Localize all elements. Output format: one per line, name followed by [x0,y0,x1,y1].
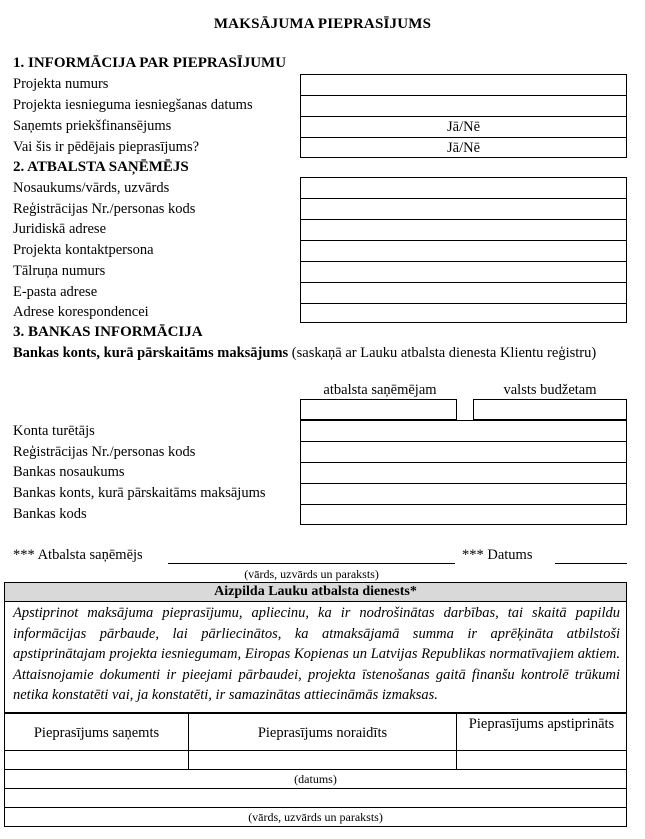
date-label: *** Datums [462,547,533,563]
field-label-email: E-pasta adrese [13,284,98,300]
bank-code-field[interactable] [300,504,627,525]
signature-input-row[interactable] [4,788,627,808]
field-label-correspondence-address: Adrese korespondencei [13,304,149,320]
bank-account-note [13,344,620,363]
contact-person-field[interactable] [300,240,627,262]
col-approved-label: Pieprasījums apstiprināts [468,716,615,732]
field-label-last-request: Vai šis ir pēdējais pieprasījums? [13,139,200,155]
section-1-heading: 1. INFORMĀCIJA PAR PIEPRASĪJUMU [13,55,287,71]
col-rejected-label: Pieprasījums noraidīts [257,725,388,741]
field-label-account-holder: Konta turētājs [13,423,95,439]
section-2-heading: 2. ATBALSTA SAŅĒMĒJS [13,159,189,175]
section-3-heading: 3. BANKAS INFORMĀCIJA [13,324,203,340]
recipient-account-selector[interactable] [300,399,457,420]
lad-statement: Apstiprinot maksājuma pieprasījumu, apliecinu, ka ir nodrošinātas darbības, tai skaitā papildu informācijas pārbaude, lai pārliecinātos, ka atmaksājamā summa ir aprēķināta atbilstoši apstiprinātajam projekta iesniegumam, Eiropas Kopienas un Latvijas Republikas normatīvajiem aktiem. Attaisnojamie dokumenti ir pieejami pārbaudei, projekta īstenošanas gaitā finanšu kontrolē trūkumi netika konstatēti vai, ja konstatēti, ir samazinātas attiecināmās izmaksas. [13,605,620,703]
bank-account-note-bold: Bankas konts, kurā pārskaitāms maksājums [13,345,289,361]
col-rejected [188,713,457,751]
field-label-prefinancing: Saņemts priekšfinansējums [13,118,172,134]
field-label-phone: Tālruņa numurs [13,263,106,279]
last-request-value: Jā/Nē [446,140,480,156]
field-label-reg-number: Reģistrācijas Nr./personas kods [13,201,196,217]
last-request-field[interactable] [300,137,627,158]
name-field[interactable] [300,177,627,199]
approved-input[interactable] [456,750,627,770]
field-label-bank-reg-number: Reģistrācijas Nr./personas kods [13,444,196,460]
correspondence-address-field[interactable] [300,303,627,323]
recipient-signature-caption: (vārds, uzvārds un paraksts) [244,567,379,581]
bank-reg-number-field[interactable] [300,441,627,463]
bank-name-field[interactable] [300,462,627,484]
signature-caption: (vārds, uzvārds un paraksts) [248,810,383,824]
page-title: MAKSĀJUMA PIEPRASĪJUMS [213,16,432,32]
date-line[interactable] [555,563,627,564]
col-received [4,713,189,751]
date-caption: (datums) [294,772,337,786]
field-label-bank-name: Bankas nosaukums [13,464,125,480]
phone-field[interactable] [300,261,627,283]
prefinancing-value: Jā/Nē [446,119,480,135]
project-number-field[interactable] [300,74,627,96]
col-received-label: Pieprasījums saņemts [33,725,160,741]
recipient-signature-label: *** Atbalsta saņēmējs [13,547,143,563]
prefinancing-field[interactable] [300,116,627,138]
budget-account-selector[interactable] [473,399,627,420]
lad-heading: Aizpilda Lauku atbalsta dienests* [214,584,417,599]
col-budget-label: valsts budžetam [503,382,597,398]
reg-number-field[interactable] [300,198,627,220]
recipient-signature-line[interactable] [168,563,455,564]
bank-account-field[interactable] [300,483,627,505]
date-row [4,769,627,789]
rejected-input[interactable] [188,750,457,770]
email-field[interactable] [300,282,627,304]
received-input[interactable] [4,750,189,770]
field-label-bank-account: Bankas konts, kurā pārskaitāms maksājums [13,485,266,501]
account-holder-field[interactable] [300,420,627,442]
field-label-contact-person: Projekta kontaktpersona [13,242,154,258]
field-label-bank-code: Bankas kods [13,506,87,522]
field-label-legal-address: Juridiskā adrese [13,221,107,237]
signature-row [4,807,627,827]
lad-section-header [4,582,627,602]
col-recipient-label: atbalsta saņēmējam [323,382,437,398]
col-approved [456,713,627,751]
field-label-name: Nosaukums/vārds, uzvārds [13,180,170,196]
legal-address-field[interactable] [300,219,627,241]
field-label-submission-date: Projekta iesnieguma iesniegšanas datums [13,97,253,113]
submission-date-field[interactable] [300,95,627,117]
field-label-project-number: Projekta numurs [13,76,109,92]
bank-account-note-rest: (saskaņā ar Lauku atbalsta dienesta Klientu reģistru) [288,345,597,361]
